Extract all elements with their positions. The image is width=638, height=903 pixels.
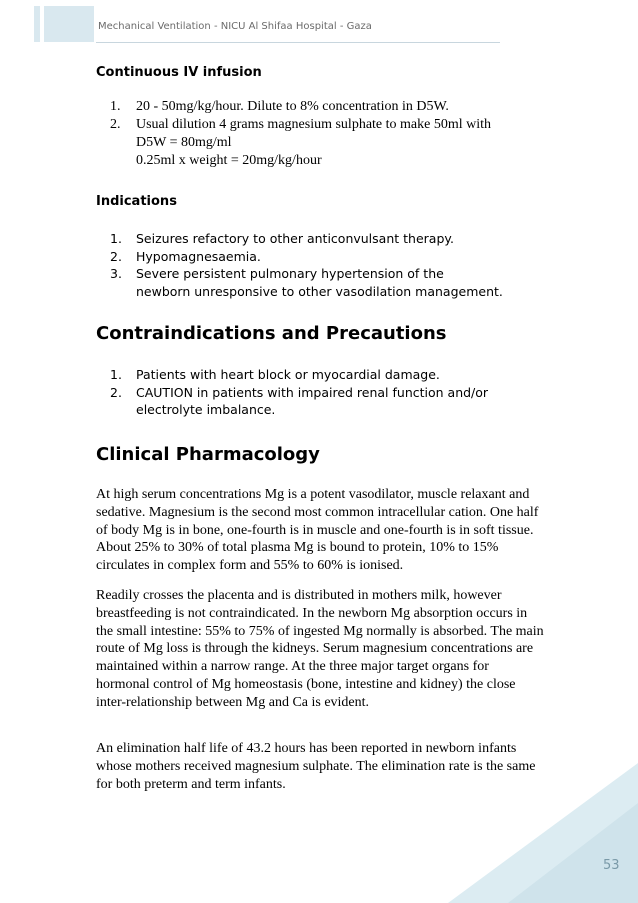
list-text-line2: D5W = 80mg/ml [136, 135, 232, 150]
list-number: 2. [110, 248, 122, 264]
paragraph: An elimination half life of 43.2 hours has been reported in newborn infants whose mothers received magnesium sulphate. The elimination rate is the same for both preterm and term infants. [96, 741, 536, 792]
paragraph: At high serum concentrations Mg is a potent vasodilator, muscle relaxant and sedative. Magnesium is the second most common intracellular cation. One half of body Mg is in bone, one-fourth is in muscle and one-fourth is in soft tissue. About 25% to 30% of total plasma Mg is bound to protein, 10% to 15% circulates in complex form and 55% to 60% is ionised. [96, 487, 539, 574]
list-text-line2: electrolyte imbalance. [136, 402, 276, 417]
header-bar-wide [44, 6, 94, 42]
list-text-line2: newborn unresponsive to other vasodilation management. [136, 283, 503, 299]
list-text: CAUTION in patients with impaired renal function and/or [136, 384, 489, 400]
list-text: Usual dilution 4 grams magnesium sulphate to make 50ml with [136, 117, 492, 132]
list-number: 2. [110, 117, 121, 132]
heading-continuous-iv-infusion: Continuous IV infusion [96, 65, 262, 80]
list-text: Hypomagnesaemia. [136, 248, 261, 264]
list-item [110, 265, 503, 300]
list-item [110, 384, 488, 419]
corner-decoration [448, 763, 638, 903]
indications-list [110, 230, 503, 300]
contraindications-list [110, 366, 488, 419]
list-text: Seizures refactory to other anticonvulsant therapy. [136, 231, 454, 246]
list-number: 2. [110, 384, 122, 400]
header-decoration [0, 0, 96, 42]
list-text: 20 - 50mg/kg/hour. Dilute to 8% concentration in D5W. [136, 99, 449, 114]
list-text: Patients with heart block or myocardial damage. [136, 367, 440, 382]
list-number: 1. [110, 231, 122, 246]
heading-indications: Indications [96, 194, 177, 209]
running-header: Mechanical Ventilation - NICU Al Shifaa Hospital - Gaza [98, 21, 372, 32]
list-number: 1. [110, 99, 121, 114]
list-number: 3. [110, 266, 122, 281]
list-item [110, 116, 491, 170]
infusion-list [110, 98, 491, 170]
list-item [110, 230, 503, 248]
heading-contraindications: Contraindications and Precautions [96, 323, 447, 344]
heading-clinical-pharmacology: Clinical Pharmacology [96, 444, 320, 465]
list-item [110, 248, 503, 266]
paragraph: Readily crosses the placenta and is distributed in mothers milk, however breastfeeding is not contraindicated. In the newborn Mg absorption occurs in the small intestine: 55% to 75% of ingested Mg normally is absorbed. The main route of Mg loss is through the kidneys. Serum magnesium concentrations are maintained within a narrow range. At the three major target organs for hormonal control of Mg homeostasis (bone, intestine and kidney) the close inter-relationship between Mg and Ca is evident. [96, 588, 544, 710]
list-text-line3: 0.25ml x weight = 20mg/kg/hour [136, 153, 322, 168]
header-bar-thin [34, 6, 40, 42]
list-number: 1. [110, 367, 122, 382]
header-rule [96, 42, 500, 43]
list-item [110, 366, 488, 384]
page-number: 53 [603, 858, 620, 873]
list-text: Severe persistent pulmonary hypertension of the [136, 266, 444, 281]
list-item [110, 98, 491, 116]
